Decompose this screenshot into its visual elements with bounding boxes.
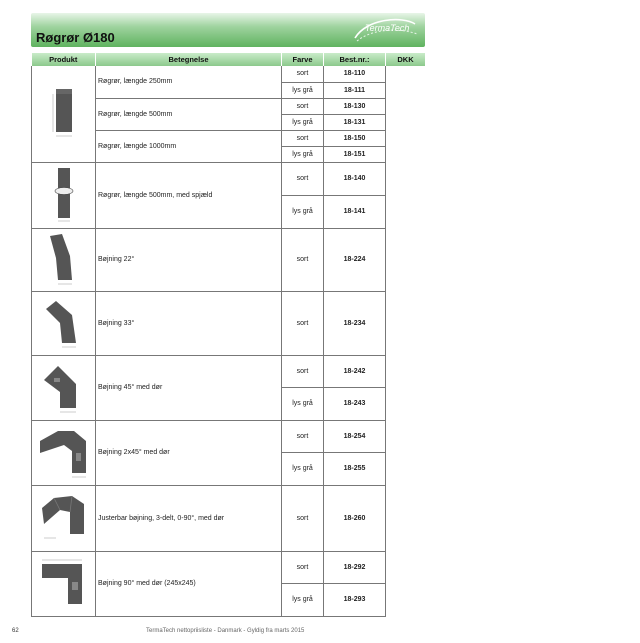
color-cell: sort	[282, 551, 324, 583]
table-row	[32, 291, 426, 355]
product-image-cell	[32, 291, 96, 355]
color-cell: sort	[282, 130, 324, 146]
product-description: Bøjning 90° med dør (245x245)	[96, 551, 282, 616]
item-number-cell: 18-130	[324, 98, 386, 114]
item-number-cell: 18-111	[324, 82, 386, 98]
product-image-cell	[32, 485, 96, 551]
product-description: Røgrør, længde 1000mm	[96, 130, 282, 162]
product-image-cell	[32, 66, 96, 162]
item-number-cell: 18-224	[324, 228, 386, 291]
item-number-cell: 18-243	[324, 387, 386, 420]
column-header-price: DKK	[386, 53, 426, 66]
table-row	[32, 355, 426, 387]
item-number-cell: 18-150	[324, 130, 386, 146]
color-cell: lys grå	[282, 452, 324, 485]
price-column	[386, 66, 426, 616]
item-number-cell: 18-242	[324, 355, 386, 387]
page-number: 62	[12, 628, 19, 634]
product-description: Røgrør, længde 250mm	[96, 66, 282, 98]
damper-pipe-icon	[44, 164, 84, 224]
elbow-2x45-door-icon	[36, 423, 92, 481]
item-number-cell: 18-110	[324, 66, 386, 82]
column-header-product: Produkt	[32, 53, 96, 66]
price-list-table	[31, 53, 426, 617]
elbow-45-door-icon	[40, 358, 88, 416]
item-number-cell: 18-234	[324, 291, 386, 355]
color-cell: sort	[282, 291, 324, 355]
table-row	[32, 485, 426, 551]
elbow-90-door-icon	[36, 554, 92, 612]
straight-pipe-icon	[44, 85, 84, 141]
table-row	[32, 551, 426, 583]
item-number-cell: 18-141	[324, 195, 386, 228]
item-number-cell: 18-293	[324, 583, 386, 616]
product-image-cell	[32, 162, 96, 228]
item-number-cell: 18-260	[324, 485, 386, 551]
item-number-cell: 18-255	[324, 452, 386, 485]
color-cell: sort	[282, 98, 324, 114]
column-header-item-number: Best.nr.:	[324, 53, 386, 66]
color-cell: sort	[282, 228, 324, 291]
color-cell: sort	[282, 66, 324, 82]
page-title: Røgrør Ø180	[36, 30, 115, 45]
product-image-cell	[32, 420, 96, 485]
elbow-22-icon	[42, 230, 86, 288]
table-header-row	[32, 53, 426, 66]
color-cell: lys grå	[282, 114, 324, 130]
product-image-cell	[32, 355, 96, 420]
product-description: Justerbar bøjning, 3-delt, 0-90°, med dør	[96, 485, 282, 551]
color-cell: lys grå	[282, 146, 324, 162]
product-image-cell	[32, 551, 96, 616]
product-description: Bøjning 22°	[96, 228, 282, 291]
item-number-cell: 18-140	[324, 162, 386, 195]
color-cell: lys grå	[282, 195, 324, 228]
item-number-cell: 18-151	[324, 146, 386, 162]
color-cell: lys grå	[282, 82, 324, 98]
item-number-cell: 18-292	[324, 551, 386, 583]
table-row	[32, 162, 426, 195]
color-cell: sort	[282, 420, 324, 452]
elbow-33-icon	[42, 293, 86, 351]
color-cell: sort	[282, 485, 324, 551]
column-header-description: Betegnelse	[96, 53, 282, 66]
table-row	[32, 420, 426, 452]
color-cell: sort	[282, 162, 324, 195]
color-cell: lys grå	[282, 387, 324, 420]
product-description: Røgrør, længde 500mm	[96, 98, 282, 130]
item-number-cell: 18-131	[324, 114, 386, 130]
termatech-logo	[351, 16, 419, 42]
product-description: Bøjning 33°	[96, 291, 282, 355]
color-cell: lys grå	[282, 583, 324, 616]
footer-text: TermaTech nettopriisliste - Danmark - Gyldig fra marts 2015	[146, 628, 305, 634]
product-description: Røgrør, længde 500mm, med spjæld	[96, 162, 282, 228]
product-image-cell	[32, 228, 96, 291]
adjustable-elbow-icon	[36, 488, 92, 546]
column-header-color: Farve	[282, 53, 324, 66]
item-number-cell: 18-254	[324, 420, 386, 452]
product-description: Bøjning 2x45° med dør	[96, 420, 282, 485]
table-row	[32, 66, 426, 82]
logo-text: TermaTech	[365, 23, 410, 33]
header-banner	[31, 13, 425, 47]
table-row	[32, 228, 426, 291]
color-cell: sort	[282, 355, 324, 387]
product-description: Bøjning 45° med dør	[96, 355, 282, 420]
